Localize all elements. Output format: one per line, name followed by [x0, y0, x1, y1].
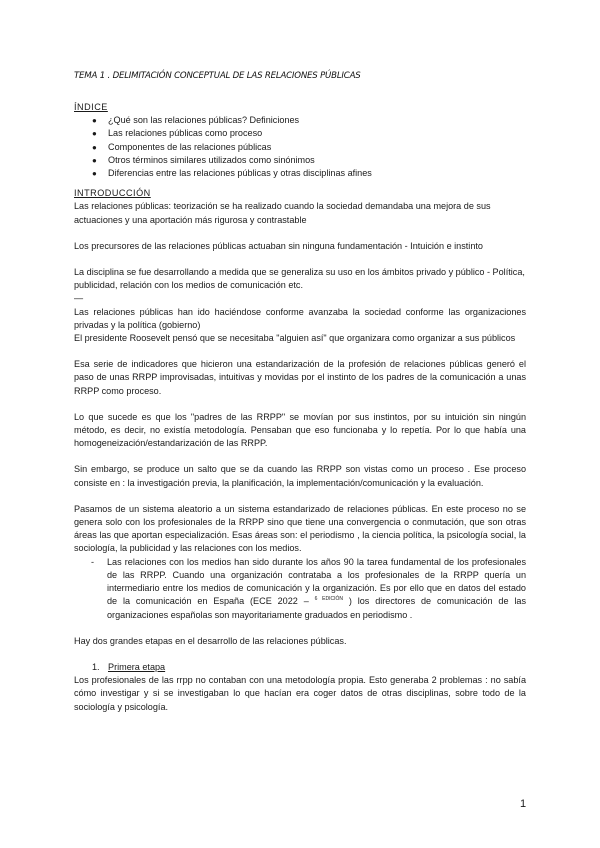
paragraph: Hay dos grandes etapas en el desarrollo de las relaciones públicas.	[74, 635, 347, 646]
page-number: 1	[520, 798, 527, 810]
paragraph: Las relaciones públicas han ido haciéndose conforme avanzaba la sociedad conforme las organizaciones privadas y la política (gobierno)	[74, 306, 526, 330]
paragraph: Los profesionales de las rrpp no contaban con una metodología propia. Esto generaba 2 problemas : no sabía cómo investigar y si se investigaban lo que hacían era coger datos de otras disciplinas, sobre todo de la sociología y psicología.	[74, 675, 526, 712]
bullet-icon: ●	[92, 129, 97, 139]
stage-label: Primera etapa	[108, 661, 166, 672]
paragraph: La disciplina se fue desarrollando a medida que se generaliza su uso en los ámbitos privado y público - Política, publicidad, relación con los medios de comunicación etc.	[74, 267, 525, 291]
dash-list-item	[74, 556, 526, 622]
bullet-icon: ●	[92, 116, 97, 126]
stage-number: 1.	[92, 661, 100, 672]
paragraph: Pasamos de un sistema aleatorio a un sistema estandarizado de relaciones públicas. En este proceso no se genera solo con los profesionales de la RRPP sino que tiene una convergencia o conmutación, que son otras áreas las que aportan especialización. Esas áreas son: el periodismo , la ciencia política, la psicología social, la sociología, la publicidad y las relaciones con los medios.	[74, 503, 526, 554]
document-body	[74, 101, 526, 714]
index-item	[92, 127, 526, 140]
paragraph: Sin embargo, se produce un salto que se da cuando las RRPP son vistas como un proceso . Ese proceso consiste en : la investigación previa, la planificación, la implementación/comunicación y la evaluación.	[74, 464, 526, 488]
paragraph: Esa serie de indicadores que hicieron una estandarización de la profesión de relaciones públicas generó el paso de unas RRPP improvisadas, intuitivas y movidas por el instinto de los padres de la comunicación a unas RRPP como proceso.	[74, 359, 526, 396]
index-item	[92, 114, 526, 127]
index-item-text: Diferencias entre las relaciones públicas y otras disciplinas afines	[108, 168, 372, 179]
numbered-heading	[74, 661, 526, 674]
bullet-icon: ●	[92, 142, 97, 152]
index-item-text: ¿Qué son las relaciones públicas? Definiciones	[108, 115, 300, 126]
index-item	[92, 141, 526, 154]
separator: —	[74, 293, 84, 304]
index-list	[74, 114, 526, 180]
index-item-text: Componentes de las relaciones públicas	[108, 141, 272, 152]
dash-item-text: Las relaciones con los medios han sido durante los años 90 la tarea fundamental de los profesionales de las RRPP. Cuando una organización contrataba a los profesionales de la RRPP quería un intermediario entre los medios de comunicación y la organización. Es por ello que en datos del estado de la comunicación en España (ECE 2022 –	[107, 556, 526, 607]
index-item-text: Otros términos similares utilizados como sinónimos	[108, 154, 315, 165]
index-item	[92, 154, 526, 167]
dash-item-text-end: ) los directores de comunicación de las organizaciones españolas son mayoritariamente graduados en periodismo .	[107, 596, 526, 620]
bullet-icon: ●	[92, 155, 97, 165]
index-heading: ÍNDICE	[74, 102, 108, 112]
paragraph: Lo que sucede es que los "padres de las RRPP" se movían por sus instintos, por su intuición sin ningún método, es decir, no existía metodología. Pensaban que eso funcionaba y lo repetía. Por lo que había una homogeneización/estandarización de las RRPP.	[74, 411, 526, 449]
index-item-text: Las relaciones públicas como proceso	[108, 128, 263, 139]
intro-heading: INTRODUCCIÓN	[74, 188, 151, 199]
dash-bullet: -	[91, 556, 95, 567]
paragraph: Las relaciones públicas: teorización se ha realizado cuando la sociedad demandaba una mejora de sus actuaciones y una aportación más rigurosa y contrastable	[74, 201, 491, 225]
paragraph: El presidente Roosevelt pensó que se necesitaba "alguien así" que organizara como organizar a sus públicos	[74, 333, 516, 344]
index-item	[92, 167, 526, 180]
paragraph: Los precursores de las relaciones públicas actuaban sin ninguna fundamentación - Intuición e instinto	[74, 240, 483, 251]
document-title: TEMA 1 . DELIMITACIÓN CONCEPTUAL DE LAS RELACIONES PÚBLICAS	[74, 71, 361, 81]
edition-superscript: 6 EDICIÓN	[314, 596, 343, 603]
bullet-icon: ●	[92, 169, 97, 179]
